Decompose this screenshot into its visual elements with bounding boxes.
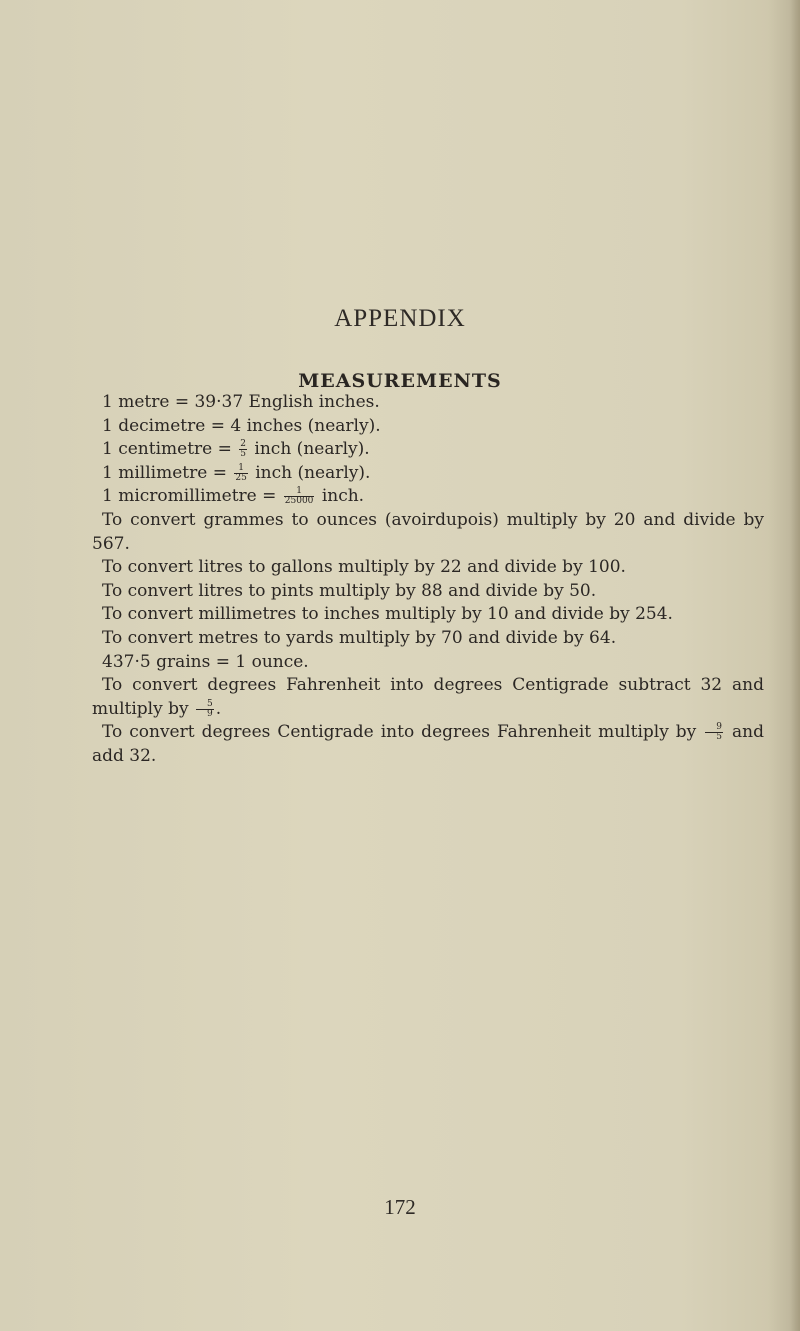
- millimetres-inches-paragraph: To convert millimetres to inches multiply by 10 and divide by 254.: [102, 604, 673, 625]
- fraction-numerator: 1: [234, 464, 247, 474]
- page-number: 172: [384, 1195, 416, 1219]
- micromillimetre-text: 1 micromillimetre =: [102, 486, 277, 507]
- measurements-body: [92, 391, 764, 769]
- centimetre-text: 1 centimetre =: [102, 439, 232, 460]
- section-heading: MEASUREMENTS: [298, 370, 502, 392]
- fraction-denominator: 5: [716, 732, 723, 743]
- fraction-numerator: 5: [196, 700, 214, 710]
- fraction-numerator: 2: [240, 439, 247, 450]
- page-edge-shadow: [790, 0, 800, 1331]
- fraction-numerator: 9: [705, 723, 723, 733]
- fahrenheit-to-centigrade-paragraph: [92, 674, 764, 721]
- fraction-denominator: 25: [235, 472, 247, 483]
- grammes-ounces-paragraph: To convert grammes to ounces (avoirdupois) multiply by 20 and divide by 567.: [92, 509, 764, 554]
- fraction-denominator: 5: [240, 449, 247, 460]
- millimetre-line: [92, 462, 764, 486]
- micromillimetre-fraction: [284, 487, 315, 506]
- fraction-denominator: 9: [207, 708, 213, 719]
- centigrade-to-fahrenheit-paragraph: [92, 721, 764, 768]
- f-to-c-end: .: [215, 698, 222, 719]
- centimetre-unit: inch (nearly).: [254, 439, 370, 460]
- fraction-denominator: 25000: [284, 496, 314, 507]
- appendix-title: APPENDIX: [334, 305, 466, 332]
- litres-gallons-paragraph: To convert litres to gallons multiply by 22 and divide by 100.: [102, 557, 626, 578]
- c-to-f-text: To convert degrees Centigrade into degrees Fahrenheit multiply by: [102, 722, 697, 743]
- metres-yards-paragraph: To convert metres to yards multiply by 70 and divide by 64.: [102, 627, 617, 648]
- f-to-c-text: To convert degrees Fahrenheit into degrees Centigrade subtract 32 and multiply by: [92, 675, 764, 719]
- centimetre-fraction: [239, 440, 247, 459]
- fraction-numerator: 1: [284, 487, 315, 497]
- decimetre-line: 1 decimetre = 4 inches (nearly).: [102, 415, 381, 436]
- f-to-c-fraction: [196, 700, 214, 719]
- c-to-f-end: and add 32.: [92, 722, 764, 766]
- litres-pints-paragraph: To convert litres to pints multiply by 88 and divide by 50.: [102, 580, 597, 601]
- c-to-f-fraction: [705, 723, 723, 742]
- millimetre-unit: inch (nearly).: [255, 462, 371, 483]
- millimetre-text: 1 millimetre =: [102, 462, 227, 483]
- millimetre-fraction: [234, 464, 247, 483]
- metre-line: 1 metre = 39·37 English inches.: [102, 392, 380, 412]
- centimetre-line: [92, 438, 764, 462]
- micromillimetre-line: [92, 485, 764, 509]
- grains-ounce-line: 437·5 grains = 1 ounce.: [102, 651, 309, 672]
- micromillimetre-unit: inch.: [321, 486, 365, 507]
